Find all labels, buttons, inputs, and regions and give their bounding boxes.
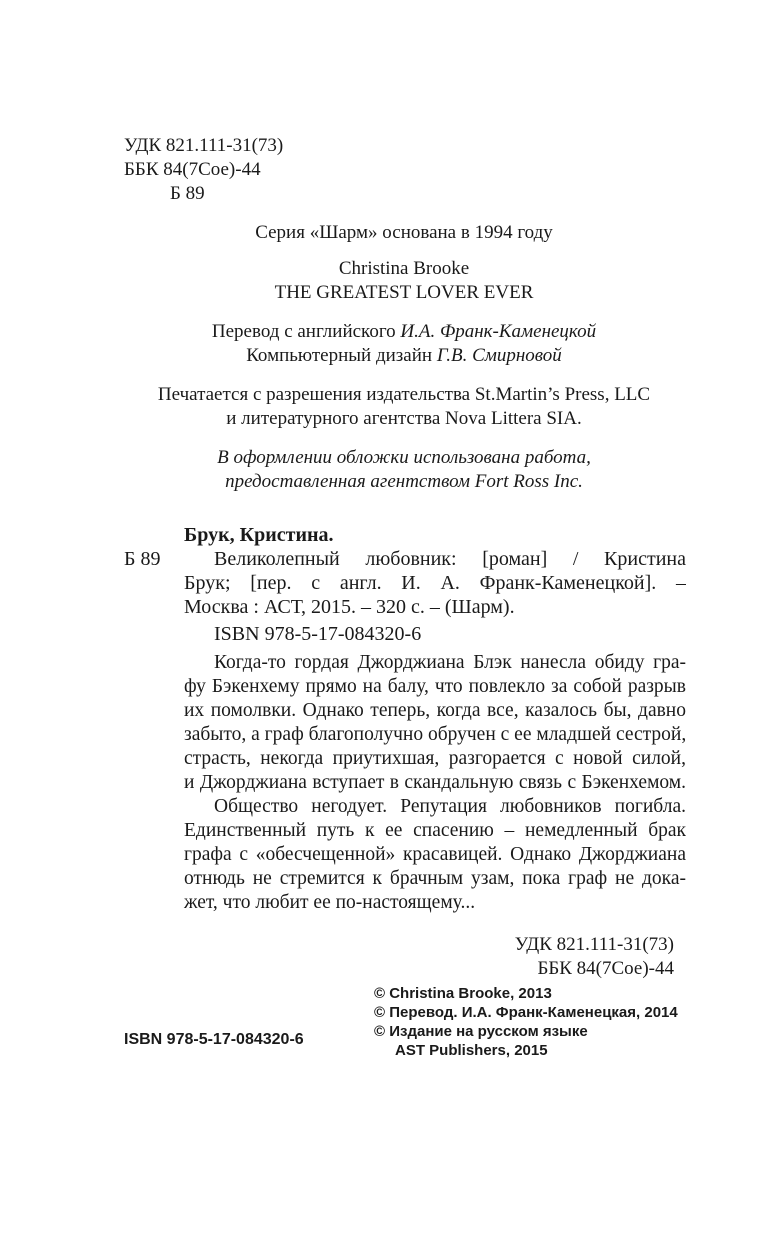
translation-credit xyxy=(0,321,768,343)
catalog-isbn: ISBN 978-5-17-084320-6 xyxy=(214,623,422,645)
udk-code: УДК 821.111-31(73) xyxy=(124,135,284,156)
copyright-line: © Издание на русском языке xyxy=(374,1023,588,1040)
original-title: THE GREATEST LOVER EVER xyxy=(274,282,534,303)
bbk-code: ББК 84(7Сое)-44 xyxy=(124,159,261,180)
annotation-line: фу Бэкенхему прямо на балу, что повлекло за собой разрыв xyxy=(184,676,686,697)
annotation-line: страсть, некогда приутихшая, разгорается с новой силой, xyxy=(184,748,686,769)
catalog-description-line: Великолепный любовник: [роман] / Кристина xyxy=(214,548,686,570)
annotation-last-line: жет, что любит ее по-настоящему... xyxy=(184,892,476,913)
annotation-line: отнюдь не стремится к брачным узам, пока граф не дока- xyxy=(184,868,686,889)
cover-note-line-1: В оформлении обложки использована работа, xyxy=(217,447,591,468)
translator-name: И.А. Франк-Каменецкой xyxy=(400,321,597,342)
author-mark: Б 89 xyxy=(170,183,205,204)
permission-line-1: Печатается с разрешения издательства St.Martin’s Press, LLC xyxy=(157,384,651,405)
annotation-line: Когда-то гордая Джорджиана Блэк нанесла обиду гра- xyxy=(214,652,686,673)
designer-name: Г.В. Смирновой xyxy=(436,345,562,366)
design-credit xyxy=(0,345,768,367)
design-prefix: Компьютерный дизайн xyxy=(246,345,437,366)
annotation-line: Единственный путь к ее спасению – немедленный брак xyxy=(184,820,686,841)
copyright-continuation: AST Publishers, 2015 xyxy=(395,1042,548,1059)
series-note: Серия «Шарм» основана в 1994 году xyxy=(255,222,553,243)
copyright-line: © Christina Brooke, 2013 xyxy=(374,985,552,1002)
permission-line-2: и литературного агентства Nova Littera SIA. xyxy=(226,408,582,429)
footer-bbk-code: ББК 84(7Сое)-44 xyxy=(537,958,674,979)
catalog-author-heading: Брук, Кристина. xyxy=(184,524,334,546)
translation-prefix: Перевод с английского xyxy=(211,321,401,342)
footer-udk-code: УДК 821.111-31(73) xyxy=(514,934,674,955)
bottom-isbn: ISBN 978-5-17-084320-6 xyxy=(124,1031,304,1048)
annotation-line: их помолвки. Однако теперь, когда все, казалось бы, давно xyxy=(184,700,686,721)
annotation-line: забыто, а граф благополучно обручен с ее младшей сестрой, xyxy=(184,724,686,745)
catalog-mark: Б 89 xyxy=(124,548,161,570)
annotation-line: графа с «обесчещенной» красавицей. Однако Джорджиана xyxy=(184,844,686,865)
catalog-description-last: Москва : АСТ, 2015. – 320 с. – (Шарм). xyxy=(184,596,515,618)
annotation-line: Общество негодует. Репутация любовников погибла. xyxy=(214,796,686,817)
copyright-line: © Перевод. И.А. Франк-Каменецкая, 2014 xyxy=(374,1004,678,1021)
annotation-line: и Джорджиана вступает в скандальную связь с Бэкенхемом. xyxy=(184,772,686,793)
original-author: Christina Brooke xyxy=(338,258,470,279)
cover-note-line-2: предоставленная агентством Fort Ross Inc. xyxy=(225,471,583,492)
catalog-description-line: Брук; [пер. с англ. И. А. Франк-Каменецкой]. – xyxy=(184,572,686,594)
